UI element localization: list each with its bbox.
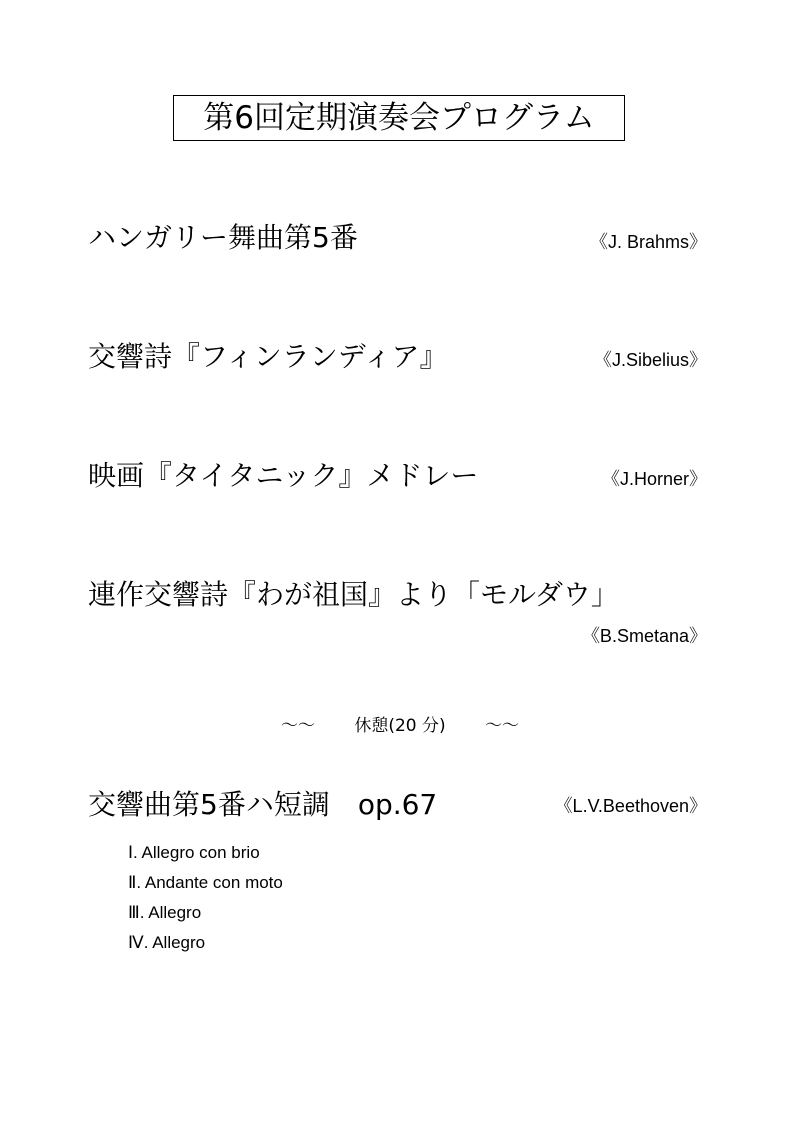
piece-1-composer: 《J. Brahms》 [589, 232, 707, 252]
piece-3-title: 映画『タイタニック』メドレー [88, 459, 479, 492]
movement-1: Ⅰ. Allegro con brio [128, 843, 260, 862]
program-title: 第6回定期演奏会プログラム [173, 95, 625, 141]
piece-4-title: 連作交響詩『わが祖国』より「モルダウ」 [88, 578, 619, 611]
movement-4: Ⅳ. Allegro [128, 933, 206, 952]
movement-3: Ⅲ. Allegro [128, 903, 202, 922]
movement-list [128, 838, 283, 958]
piece-3-composer: 《J.Horner》 [601, 469, 707, 489]
intermission-left-tilde: ～～ [280, 716, 315, 736]
intermission-right-tilde: ～～ [485, 716, 520, 736]
symphony-title: 交響曲第5番ハ短調 op.67 [88, 788, 438, 821]
movement-2: Ⅱ. Andante con moto [128, 873, 283, 892]
piece-2-composer: 《J.Sibelius》 [593, 350, 707, 370]
intermission-label: 休憩(20 分) [354, 716, 446, 736]
intermission [0, 718, 800, 735]
piece-4-composer: 《B.Smetana》 [581, 626, 707, 646]
piece-2-title: 交響詩『フィンランディア』 [88, 340, 448, 373]
symphony-composer: 《L.V.Beethoven》 [554, 796, 707, 816]
piece-1-title: ハンガリー舞曲第5番 [88, 221, 358, 254]
